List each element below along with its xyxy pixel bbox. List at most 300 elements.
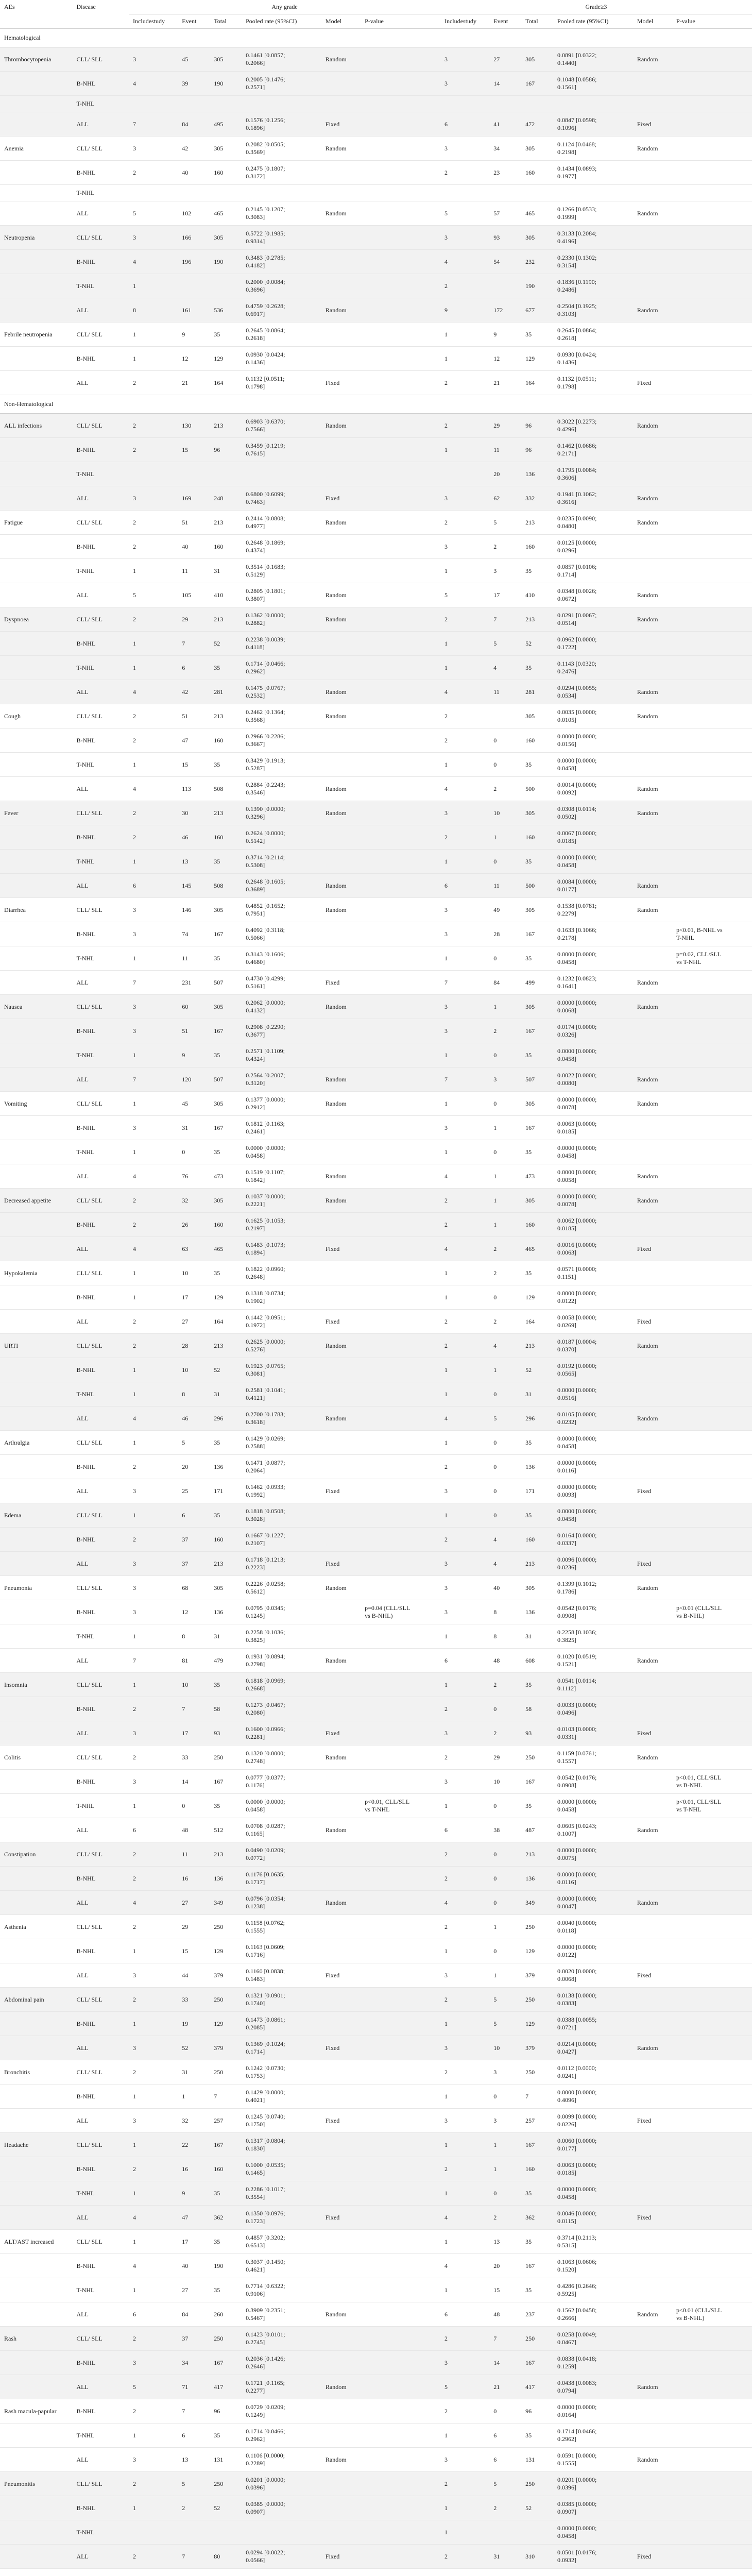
table-body [0,29,752,2569]
cell-a-rate: 0.2145 [0.1207; 0.3083] [242,201,321,226]
cell-a-inc: 3 [129,2448,178,2472]
cell-b-tot: 52 [521,632,553,656]
cell-a-ev: 11 [178,559,210,583]
cell-a-model: Random [321,201,361,226]
cell-a-model [321,753,361,777]
cell-b-rate: 0.0541 [0.0114; 0.1112] [553,1673,633,1697]
cell-b-inc: 5 [440,2375,489,2399]
cell-b-rate: 0.1795 [0.0084; 0.3606] [553,462,633,486]
cell-a-inc: 4 [129,680,178,704]
cell-a-rate [242,185,321,201]
cell-a-tot: 167 [210,2133,242,2157]
cell-a-inc: 5 [129,583,178,607]
cell-b-tot: 35 [521,2230,553,2254]
cell-b-rate: 0.0258 [0.0049; 0.0467] [553,2327,633,2351]
cell-a-inc: 2 [129,1310,178,1334]
cell-b-tot: 136 [521,1455,553,1479]
cell-a-tot: 93 [210,1721,242,1745]
group-grade3: Grade≥3 [440,0,752,14]
cell-a-ev: 9 [178,323,210,347]
table-row [0,1285,752,1310]
cell-b-tot: 7 [521,2084,553,2109]
cell-ae [0,1721,73,1745]
cell-a-ev: 37 [178,1552,210,1576]
cell-b-tot: 160 [521,1528,553,1552]
cell-disease: T-NHL [73,559,129,583]
table-row [0,1334,752,1358]
cell-a-p [361,2206,440,2230]
cell-b-ev: 0 [489,1092,521,1116]
cell-a-tot: 508 [210,874,242,898]
cell-a-model [321,728,361,753]
cell-a-rate: 0.1429 [0.0000; 0.4021] [242,2084,321,2109]
table-row [0,1770,752,1794]
cell-disease: ALL [73,1552,129,1576]
cell-b-ev: 17 [489,583,521,607]
cell-a-model [321,2133,361,2157]
cell-a-model: Random [321,298,361,323]
cell-a-model [321,2472,361,2496]
cell-b-ev: 1 [489,995,521,1019]
cell-a-model [321,2351,361,2375]
cell-a-inc: 3 [129,1721,178,1745]
cell-disease: CLL/ SLL [73,1092,129,1116]
cell-a-model: Fixed [321,2109,361,2133]
cell-a-p [361,1043,440,1067]
cell-a-inc: 2 [129,1842,178,1867]
cell-a-ev: 60 [178,995,210,1019]
cell-a-inc: 1 [129,2496,178,2520]
cell-a-p [361,2375,440,2399]
cell-a-tot: 136 [210,1867,242,1891]
cell-b-p [672,1891,752,1915]
cell-a-p [361,1770,440,1794]
cell-b-ev [489,274,521,298]
table-row [0,226,752,250]
cell-b-tot: 213 [521,511,553,535]
table-row [0,583,752,607]
cell-ae: Abdominal pain [0,1988,73,2012]
cell-a-p [361,2448,440,2472]
cell-a-p [361,1019,440,1043]
cell-ae: Pneumonitis [0,2472,73,2496]
cell-b-ev: 1 [489,1116,521,1140]
cell-b-p [672,704,752,728]
cell-b-p [672,2109,752,2133]
cell-b-ev: 1 [489,1164,521,1189]
cell-b-ev: 2 [489,2496,521,2520]
cell-b-ev: 20 [489,2254,521,2278]
cell-b-rate: 0.1462 [0.0686; 0.2171] [553,438,633,462]
cell-disease: T-NHL [73,946,129,971]
col-pvalue-g3: P-value [672,14,752,29]
cell-b-model: Fixed [633,2545,672,2569]
cell-a-model [321,1043,361,1067]
cell-a-model [321,1140,361,1164]
cell-a-inc: 2 [129,511,178,535]
cell-a-rate: 0.3429 [0.1913; 0.5287] [242,753,321,777]
cell-disease: CLL/ SLL [73,1915,129,1939]
cell-b-model: Random [633,898,672,922]
col-pooled-rate-g3: Pooled rate (95%CI) [553,14,633,29]
cell-b-inc: 3 [440,898,489,922]
cell-b-tot: 305 [521,226,553,250]
cell-a-model [321,2399,361,2424]
table-row [0,728,752,753]
cell-a-p [361,1382,440,1406]
table-row [0,1019,752,1043]
cell-b-rate: 0.0040 [0.0000; 0.0118] [553,1915,633,1939]
cell-a-model [321,438,361,462]
cell-ae [0,535,73,559]
table-row [0,2399,752,2424]
cell-b-inc: 4 [440,250,489,274]
cell-a-p [361,898,440,922]
cell-b-p: p<0.01 (CLL/SLL vs B-NHL) [672,2302,752,2327]
cell-b-p [672,898,752,922]
cell-b-p [672,753,752,777]
table-row [0,1189,752,1213]
cell-b-rate: 0.0164 [0.0000; 0.0337] [553,1528,633,1552]
cell-b-inc [440,462,489,486]
cell-a-model [321,161,361,185]
cell-ae [0,96,73,112]
cell-b-model: Fixed [633,1479,672,1503]
cell-a-model [321,922,361,946]
cell-disease: T-NHL [73,2181,129,2206]
cell-a-ev: 6 [178,656,210,680]
cell-a-ev: 51 [178,1019,210,1043]
cell-a-p [361,1915,440,1939]
cell-a-inc: 1 [129,2181,178,2206]
col-total-g3: Total [521,14,553,29]
cell-b-model [633,1915,672,1939]
cell-ae [0,2545,73,2569]
cell-ae [0,1116,73,1140]
cell-a-model: Random [321,2448,361,2472]
cell-b-tot [521,96,553,112]
cell-b-ev: 29 [489,414,521,438]
cell-b-p [672,728,752,753]
cell-b-model: Random [633,704,672,728]
cell-b-inc: 2 [440,2545,489,2569]
cell-a-model: Random [321,1891,361,1915]
cell-b-inc: 4 [440,1891,489,1915]
table-row [0,1576,752,1600]
cell-a-p [361,1891,440,1915]
table-row [0,1963,752,1988]
cell-ae [0,72,73,96]
cell-b-rate: 0.0000 [0.0000; 0.0458] [553,2520,633,2545]
cell-a-inc: 4 [129,2254,178,2278]
cell-a-p [361,1334,440,1358]
cell-a-inc: 1 [129,1140,178,1164]
table-row [0,1624,752,1649]
cell-b-ev: 0 [489,1431,521,1455]
cell-b-model [633,2060,672,2084]
cell-b-tot: 167 [521,1770,553,1794]
cell-a-model: Fixed [321,971,361,995]
cell-b-model [633,1673,672,1697]
table-row [0,1818,752,1842]
cell-disease: T-NHL [73,1624,129,1649]
cell-b-inc: 2 [440,1310,489,1334]
cell-a-rate: 0.1667 [0.1227; 0.2107] [242,1528,321,1552]
cell-a-rate: 0.1818 [0.0508; 0.3028] [242,1503,321,1528]
cell-b-ev: 2 [489,1261,521,1285]
cell-b-tot: 35 [521,2278,553,2302]
cell-b-tot: 35 [521,1503,553,1528]
cell-a-inc: 1 [129,1261,178,1285]
cell-b-p [672,2327,752,2351]
cell-b-inc: 2 [440,274,489,298]
cell-ae [0,1310,73,1334]
cell-b-model [633,1503,672,1528]
cell-disease: CLL/ SLL [73,2133,129,2157]
cell-ae: Fatigue [0,511,73,535]
cell-a-tot: 507 [210,971,242,995]
cell-a-ev: 42 [178,137,210,161]
table-row [0,2133,752,2157]
cell-a-p [361,2545,440,2569]
cell-b-ev [489,185,521,201]
cell-b-ev: 0 [489,1939,521,1963]
cell-ae: Colitis [0,1745,73,1770]
cell-a-model: Random [321,47,361,72]
cell-disease: T-NHL [73,2278,129,2302]
cell-b-inc: 1 [440,323,489,347]
cell-b-p [672,72,752,96]
cell-disease: ALL [73,1818,129,1842]
cell-ae [0,2012,73,2036]
cell-b-p [672,777,752,801]
cell-a-model: Random [321,1576,361,1600]
cell-b-rate: 0.0214 [0.0000; 0.0427] [553,2036,633,2060]
cell-a-inc: 4 [129,1891,178,1915]
cell-a-tot: 213 [210,511,242,535]
cell-a-tot: 164 [210,1310,242,1334]
cell-ae [0,2109,73,2133]
cell-b-rate: 0.0000 [0.0000; 0.0458] [553,753,633,777]
cell-b-p [672,96,752,112]
cell-b-inc: 2 [440,1455,489,1479]
cell-disease: CLL/ SLL [73,226,129,250]
cell-a-ev: 7 [178,2545,210,2569]
col-model-g3: Model [633,14,672,29]
cell-b-model [633,1939,672,1963]
cell-b-model: Random [633,1092,672,1116]
cell-b-ev: 6 [489,2448,521,2472]
cell-a-tot: 35 [210,656,242,680]
cell-a-model [321,2327,361,2351]
cell-a-tot: 250 [210,1915,242,1939]
cell-a-p [361,1842,440,1867]
cell-a-inc: 3 [129,137,178,161]
cell-a-model: Random [321,1092,361,1116]
cell-disease: CLL/ SLL [73,137,129,161]
cell-a-model [321,96,361,112]
cell-a-inc: 1 [129,1431,178,1455]
cell-b-inc: 1 [440,347,489,371]
table-row [0,656,752,680]
cell-b-ev: 7 [489,607,521,632]
cell-b-model [633,632,672,656]
cell-b-rate: 0.0201 [0.0000; 0.0396] [553,2472,633,2496]
cell-b-model [633,2181,672,2206]
cell-ae [0,1285,73,1310]
cell-a-p [361,2157,440,2181]
cell-b-tot: 250 [521,2327,553,2351]
cell-a-rate: 0.2082 [0.0505; 0.3569] [242,137,321,161]
cell-ae [0,274,73,298]
cell-b-rate: 0.0000 [0.0000; 0.0458] [553,1503,633,1528]
cell-a-tot [210,185,242,201]
cell-a-model [321,185,361,201]
cell-a-ev: 33 [178,1745,210,1770]
cell-a-ev: 13 [178,2448,210,2472]
table-row [0,347,752,371]
cell-a-ev: 0 [178,1794,210,1818]
cell-b-tot: 35 [521,850,553,874]
cell-b-inc: 3 [440,2448,489,2472]
cell-disease: B-NHL [73,438,129,462]
cell-b-ev: 2 [489,1237,521,1261]
cell-a-tot: 35 [210,2181,242,2206]
cell-b-p [672,1745,752,1770]
cell-b-ev: 5 [489,2472,521,2496]
cell-b-rate: 0.0033 [0.0000; 0.0496] [553,1697,633,1721]
cell-a-model: Random [321,777,361,801]
cell-a-ev: 13 [178,850,210,874]
cell-a-model [321,72,361,96]
cell-a-inc: 2 [129,414,178,438]
cell-b-rate: 0.0000 [0.0000; 0.0078] [553,1092,633,1116]
cell-b-ev: 31 [489,2545,521,2569]
cell-disease: ALL [73,201,129,226]
col-model: Model [321,14,361,29]
cell-b-tot: 281 [521,680,553,704]
cell-a-ev: 25 [178,1479,210,1503]
table-row [0,1915,752,1939]
cell-a-ev: 47 [178,728,210,753]
cell-b-inc: 1 [440,656,489,680]
cell-b-inc: 1 [440,1503,489,1528]
cell-a-rate: 0.3483 [0.2785; 0.4182] [242,250,321,274]
cell-disease: ALL [73,1237,129,1261]
cell-a-ev: 31 [178,2060,210,2084]
cell-b-rate: 0.1124 [0.0468; 0.2198] [553,137,633,161]
cell-b-inc: 5 [440,201,489,226]
cell-disease: T-NHL [73,753,129,777]
cell-b-rate: 0.0000 [0.0000; 0.0116] [553,1455,633,1479]
cell-a-ev: 21 [178,371,210,395]
cell-b-tot: 35 [521,2181,553,2206]
cell-a-tot: 512 [210,1818,242,1842]
cell-ae [0,632,73,656]
cell-b-model: Random [633,680,672,704]
cell-disease: CLL/ SLL [73,511,129,535]
cell-b-rate: 0.1132 [0.0511; 0.1798] [553,371,633,395]
cell-ae [0,2157,73,2181]
cell-a-ev: 15 [178,753,210,777]
cell-b-model [633,2278,672,2302]
cell-a-ev: 31 [178,1116,210,1140]
cell-b-inc: 3 [440,2351,489,2375]
cell-ae [0,922,73,946]
cell-a-inc: 1 [129,1092,178,1116]
cell-b-inc: 2 [440,728,489,753]
cell-b-tot: 160 [521,1213,553,1237]
cell-b-rate: 0.0308 [0.0114; 0.0502] [553,801,633,825]
cell-ae: Arthralgia [0,1431,73,1455]
cell-a-p [361,2520,440,2545]
cell-b-ev: 0 [489,1867,521,1891]
cell-b-tot: 362 [521,2206,553,2230]
cell-b-tot: 190 [521,274,553,298]
cell-b-inc: 1 [440,632,489,656]
cell-a-tot: 160 [210,2157,242,2181]
cell-b-tot: 213 [521,1842,553,1867]
cell-a-tot: 213 [210,1842,242,1867]
cell-b-p [672,1721,752,1745]
cell-a-inc: 2 [129,2545,178,2569]
cell-a-model [321,850,361,874]
cell-a-rate: 0.4092 [0.3118; 0.5066] [242,922,321,946]
cell-a-rate: 0.3037 [0.1450; 0.4621] [242,2254,321,2278]
table-row [0,2278,752,2302]
cell-a-model: Fixed [321,2036,361,2060]
cell-a-inc: 1 [129,1382,178,1406]
cell-disease: B-NHL [73,250,129,274]
cell-a-inc: 2 [129,1988,178,2012]
cell-a-model: Random [321,607,361,632]
section-row [0,29,752,47]
table-row [0,274,752,298]
cell-disease: CLL/ SLL [73,704,129,728]
cell-b-ev: 34 [489,137,521,161]
cell-b-tot: 296 [521,1406,553,1431]
table-row [0,2496,752,2520]
cell-a-rate: 0.4857 [0.3202; 0.6513] [242,2230,321,2254]
cell-b-tot: 96 [521,438,553,462]
cell-a-rate: 0.2571 [0.1109; 0.4324] [242,1043,321,1067]
cell-b-p [672,1019,752,1043]
cell-b-rate: 0.0591 [0.0000; 0.1555] [553,2448,633,2472]
cell-a-tot: 190 [210,72,242,96]
cell-a-p [361,1721,440,1745]
cell-b-p [672,2399,752,2424]
cell-b-tot: 167 [521,2133,553,2157]
cell-a-p [361,2133,440,2157]
cell-b-p: p=0.02, CLL/SLL vs T-NHL [672,946,752,971]
cell-disease: T-NHL [73,2520,129,2545]
cell-a-inc: 1 [129,753,178,777]
cell-b-model: Random [633,298,672,323]
cell-a-inc: 1 [129,2012,178,2036]
cell-b-tot: 487 [521,1818,553,1842]
cell-b-tot: 35 [521,1431,553,1455]
cell-b-model [633,161,672,185]
table-row [0,1721,752,1745]
cell-a-p [361,607,440,632]
cell-a-p [361,1624,440,1649]
cell-b-inc: 1 [440,559,489,583]
table-row [0,1552,752,1576]
cell-a-tot: 296 [210,1406,242,1431]
cell-b-inc: 1 [440,2520,489,2545]
cell-a-rate: 0.2000 [0.0084; 0.3696] [242,274,321,298]
cell-b-p [672,1431,752,1455]
